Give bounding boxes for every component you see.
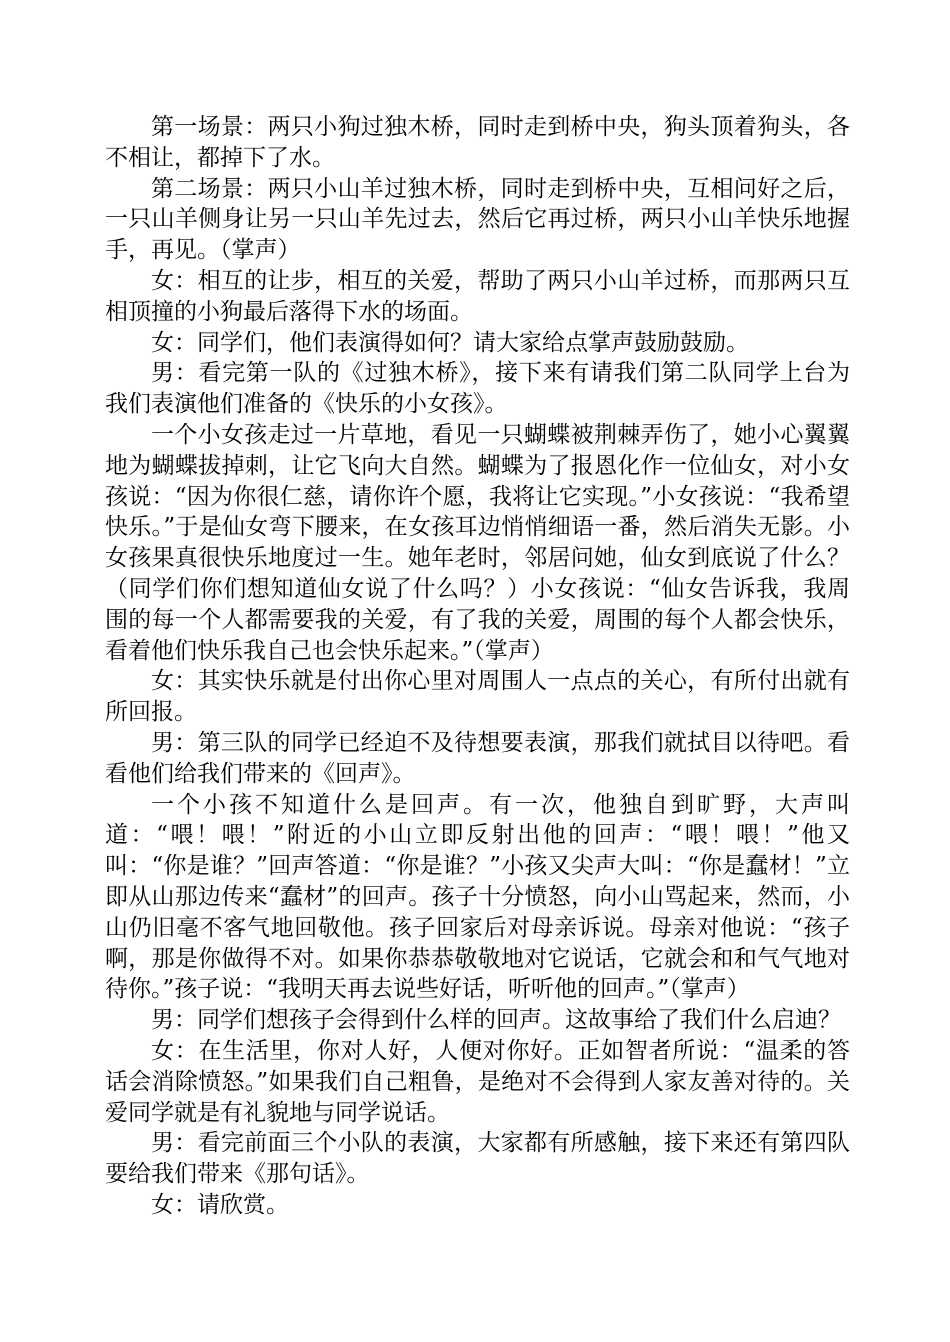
paragraph-male-question: 男：同学们想孩子会得到什么样的回声。这故事给了我们什么启迪？ <box>151 1007 841 1034</box>
paragraph-female-comment-3: 女：其实快乐就是付出你心里对周围人一点点的关心，有所付出就有所回报。 <box>105 668 850 726</box>
paragraph-male-intro-team-four: 男：看完前面三个小队的表演，大家都有所感触，接下来还有第四队要给我们带来《那句话》。 <box>105 1130 850 1188</box>
paragraph-story-happy-girl: 一个小女孩走过一片草地，看见一只蝴蝶被荆棘弄伤了，她小心翼翼地为蝴蝶拔掉刺，让它飞向大自然。蝴蝶为了报恩化作一位仙女，对小女孩说：“因为你很仁慈，请你许个愿，我将让它实现。”小女孩说：“我希望快乐。”于是仙女弯下腰来，在女孩耳边悄悄细语一番，然后消失无影。小女孩果真很快乐地度过一生。她年老时，邻居问她，仙女到底说了什么？（同学们你们想知道仙女说了什么吗？）小女孩说：“仙女告诉我，我周围的每一个人都需要我的关爱，有了我的关爱，周围的每个人都会快乐，看着他们快乐我自己也会快乐起来。”（掌声） <box>105 421 850 664</box>
paragraph-female-comment-4: 女：在生活里，你对人好，人便对你好。正如智者所说：“温柔的答话会消除愤怒。”如果我们自己粗鲁，是绝对不会得到人家友善对待的。关爱同学就是有礼貌地与同学说话。 <box>105 1037 850 1126</box>
paragraph-female-comment-2: 女：同学们，他们表演得如何？请大家给点掌声鼓励鼓励。 <box>151 329 749 356</box>
paragraph-female-closing: 女：请欣赏。 <box>151 1191 289 1218</box>
paragraph-scene-one: 第一场景：两只小狗过独木桥，同时走到桥中央，狗头顶着狗头，各不相让，都掉下了水。 <box>105 114 850 171</box>
paragraph-scene-two: 第二场景：两只小山羊过独木桥，同时走到桥中央，互相问好之后，一只山羊侧身让另一只山羊先过去，然后它再过桥，两只小山羊快乐地握手，再见。（掌声） <box>105 175 850 264</box>
document-page <box>105 112 850 1221</box>
paragraph-story-echo: 一个小孩不知道什么是回声。有一次，他独自到旷野，大声叫道：“喂！喂！”附近的小山立即反射出他的回声：“喂！喂！”他又叫：“你是谁？”回声答道：“你是谁？”小孩又尖声大叫：“你是蠢材！”立即从山那边传来“蠢材”的回声。孩子十分愤怒，向小山骂起来，然而，小山仍旧毫不客气地回敬他。孩子回家后对母亲诉说。母亲对他说：“孩子啊，那是你做得不对。如果你恭恭敬敬地对它说话，它就会和和气气地对待你。”孩子说：“我明天再去说些好话，听听他的回声。”（掌声） <box>105 791 850 1003</box>
paragraph-male-intro-team-three: 男：第三队的同学已经迫不及待想要表演，那我们就拭目以待吧。看看他们给我们带来的《回声》。 <box>105 729 850 787</box>
paragraph-male-intro-team-two: 男：看完第一队的《过独木桥》，接下来有请我们第二队同学上台为我们表演他们准备的《快乐的小女孩》。 <box>105 360 850 418</box>
paragraph-female-comment-1: 女：相互的让步，相互的关爱，帮助了两只小山羊过桥，而那两只互相顶撞的小狗最后落得下水的场面。 <box>105 267 850 325</box>
